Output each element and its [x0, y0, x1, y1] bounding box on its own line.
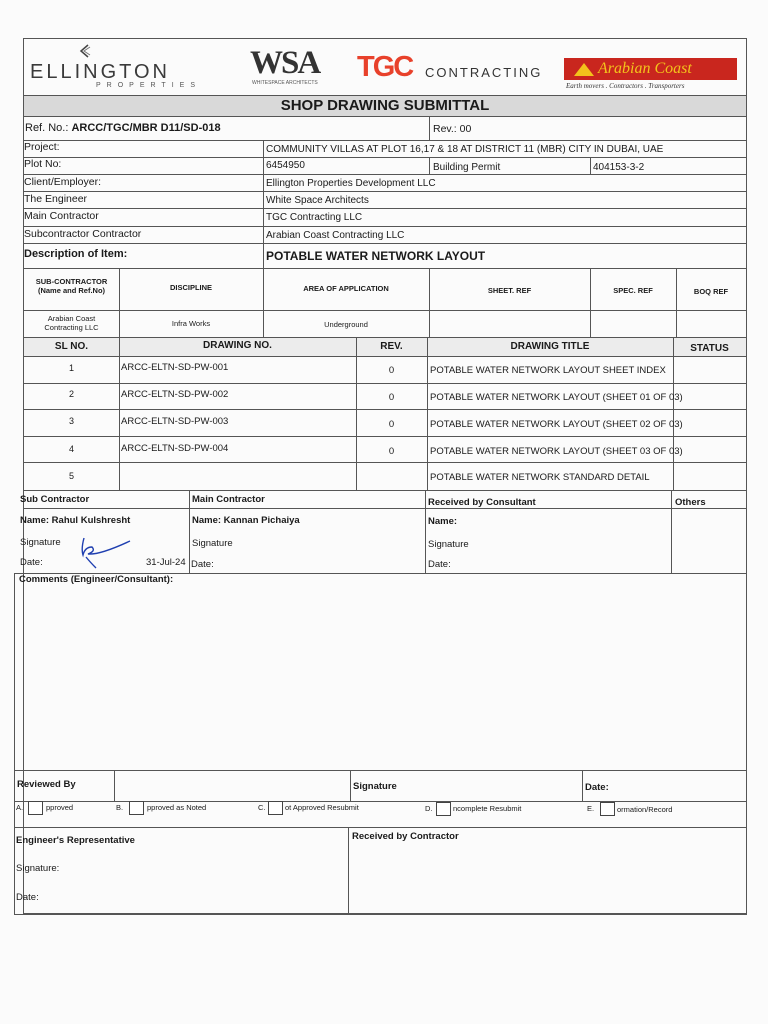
- ellington-emblem-icon: [78, 44, 92, 60]
- tgc-name: TGC: [357, 51, 413, 83]
- main-contractor-value: TGC Contracting LLC: [266, 212, 363, 223]
- details-subcon-value: Arabian Coast Contracting LLC: [44, 314, 99, 332]
- sub-contractor-date-label: Date:: [20, 557, 43, 568]
- consultant-signature-label: Signature: [428, 539, 469, 550]
- drawing-rev: 0: [388, 419, 395, 430]
- description-value: POTABLE WATER NETWORK LAYOUT: [266, 249, 486, 263]
- engineer-value: White Space Architects: [266, 195, 369, 206]
- plot-value: 6454950: [266, 160, 305, 171]
- review-signature-label: Signature: [353, 781, 397, 792]
- details-header-boq: BOQ REF: [693, 287, 729, 296]
- consultant-date-label: Date:: [428, 559, 451, 570]
- reviewed-by-label: Reviewed By: [17, 779, 76, 790]
- project-value: COMMUNITY VILLAS AT PLOT 16,17 & 18 AT DISTRICT 11 (MBR) CITY IN DUBAI, UAE: [266, 144, 664, 155]
- engineer-label: The Engineer: [24, 193, 88, 205]
- approved-checkbox[interactable]: [28, 801, 43, 815]
- arabian-sub: Earth movers . Contractors . Transporters: [566, 82, 685, 90]
- subcontractor-value: Arabian Coast Contracting LLC: [266, 230, 405, 241]
- drawings-header-title: DRAWING TITLE: [510, 341, 590, 352]
- drawing-rev: 0: [388, 446, 395, 457]
- drawing-rev: 0: [388, 365, 395, 376]
- plot-label: Plot No:: [24, 158, 62, 170]
- engineer-date-label: Date:: [16, 892, 39, 903]
- drawing-sl: 1: [68, 363, 74, 373]
- project-label: Project:: [24, 141, 60, 153]
- sub-contractor-heading: Sub Contractor: [20, 494, 90, 505]
- drawings-header-no: DRAWING NO.: [203, 340, 272, 351]
- main-contractor-date-label: Date:: [191, 559, 214, 570]
- ellington-logo: [30, 44, 210, 90]
- tgc-sub: CONTRACTING: [425, 65, 543, 80]
- drawing-number: ARCC-ELTN-SD-PW-004: [121, 443, 229, 454]
- wsa-logo: [250, 46, 340, 88]
- drawings-header-rev: REV.: [380, 341, 403, 352]
- received-by-contractor-label: Received by Contractor: [352, 831, 459, 842]
- consultant-heading: Received by Consultant: [428, 497, 536, 508]
- drawing-sl: 2: [68, 389, 74, 399]
- main-contractor-name: Name: Kannan Pichaiya: [192, 515, 300, 526]
- option-letter: D.: [425, 804, 433, 813]
- details-header-discipline: DISCIPLINE: [169, 283, 213, 292]
- drawings-header-sl: SL NO.: [54, 341, 89, 352]
- ellington-sub: PROPERTIES: [96, 82, 201, 89]
- rev-label: Rev.: 00: [433, 123, 472, 135]
- drawing-number: ARCC-ELTN-SD-PW-002: [121, 389, 229, 400]
- arabian-name: Arabian Coast: [598, 60, 692, 77]
- arabian-coast-logo: [564, 58, 739, 94]
- consultant-name: Name:: [428, 516, 458, 527]
- drawing-title: POTABLE WATER NETWORK LAYOUT (SHEET 03 OF 03): [430, 446, 683, 457]
- drawing-title: POTABLE WATER NETWORK LAYOUT (SHEET 02 OF 03): [430, 419, 683, 430]
- option-letter: B.: [116, 803, 124, 812]
- option-label: ot Approved Resubmit: [285, 803, 359, 812]
- option-letter: E.: [587, 804, 595, 813]
- drawing-sl: 3: [68, 416, 74, 426]
- ref-label: Ref. No.: ARCC/TGC/MBR D11/SD-018: [25, 122, 221, 134]
- subcontractor-label: Subcontractor Contractor: [24, 228, 142, 240]
- others-heading: Others: [675, 497, 706, 508]
- details-header-area: AREA OF APPLICATION: [303, 284, 389, 293]
- option-letter: C.: [258, 803, 266, 812]
- not-approved-checkbox[interactable]: [268, 801, 283, 815]
- ref-number: ARCC/TGC/MBR D11/SD-018: [71, 122, 221, 134]
- engineer-signature-label: Signature:: [16, 863, 60, 874]
- sub-contractor-signature-label: Signature: [20, 537, 61, 548]
- information-checkbox[interactable]: [600, 802, 615, 816]
- drawing-title: POTABLE WATER NETWORK LAYOUT (SHEET 01 OF 03): [430, 392, 683, 403]
- approved-as-noted-checkbox[interactable]: [129, 801, 144, 815]
- incomplete-checkbox[interactable]: [436, 802, 451, 816]
- sub-contractor-name: Name: Rahul Kulshresht: [20, 515, 131, 526]
- option-label: ormation/Record: [617, 805, 673, 814]
- handwritten-signature: [78, 535, 138, 569]
- pyramid-icon: [572, 61, 596, 77]
- drawing-sl: 4: [68, 444, 74, 454]
- drawing-sl: 5: [68, 471, 74, 481]
- details-header-spec: SPEC. REF: [613, 286, 653, 295]
- drawing-number: ARCC-ELTN-SD-PW-001: [121, 362, 229, 373]
- main-contractor-heading: Main Contractor: [192, 494, 265, 505]
- option-label: pproved: [46, 803, 74, 812]
- drawing-title: POTABLE WATER NETWORK LAYOUT SHEET INDEX: [430, 365, 666, 376]
- client-label: Client/Employer:: [24, 176, 102, 188]
- details-header-sheet: SHEET. REF: [487, 286, 532, 295]
- description-label: Description of Item:: [24, 248, 128, 260]
- drawing-rev: 0: [388, 392, 395, 403]
- engineer-representative-label: Engineer's Representative: [16, 835, 135, 846]
- option-label: ncomplete Resubmit: [453, 804, 522, 813]
- main-contractor-signature-label: Signature: [192, 538, 233, 549]
- permit-label: Building Permit: [433, 162, 501, 173]
- details-header-subcon: SUB-CONTRACTOR (Name and Ref.No): [35, 277, 108, 295]
- option-letter: A.: [16, 803, 24, 812]
- client-value: Ellington Properties Development LLC: [266, 178, 436, 189]
- option-label: pproved as Noted: [147, 803, 207, 812]
- permit-value: 404153-3-2: [593, 162, 645, 173]
- ellington-name: ELLINGTON: [30, 61, 170, 83]
- main-contractor-label: Main Contractor: [24, 210, 99, 222]
- sub-contractor-date-value: 31-Jul-24: [146, 557, 186, 568]
- details-area-value: Underground: [324, 320, 368, 329]
- details-discipline-value: Infra Works: [171, 319, 211, 328]
- form-title: SHOP DRAWING SUBMITTAL: [280, 97, 490, 114]
- wsa-name: WSA: [250, 45, 320, 81]
- tgc-logo: [357, 52, 557, 86]
- drawings-header-status: STATUS: [690, 343, 729, 354]
- comments-label: Comments (Engineer/Consultant):: [19, 574, 174, 585]
- drawing-number: ARCC-ELTN-SD-PW-003: [121, 416, 229, 427]
- wsa-sub: WHITESPACE ARCHITECTS: [252, 80, 318, 86]
- drawing-title: POTABLE WATER NETWORK STANDARD DETAIL: [430, 472, 650, 483]
- review-date-label: Date:: [585, 782, 609, 793]
